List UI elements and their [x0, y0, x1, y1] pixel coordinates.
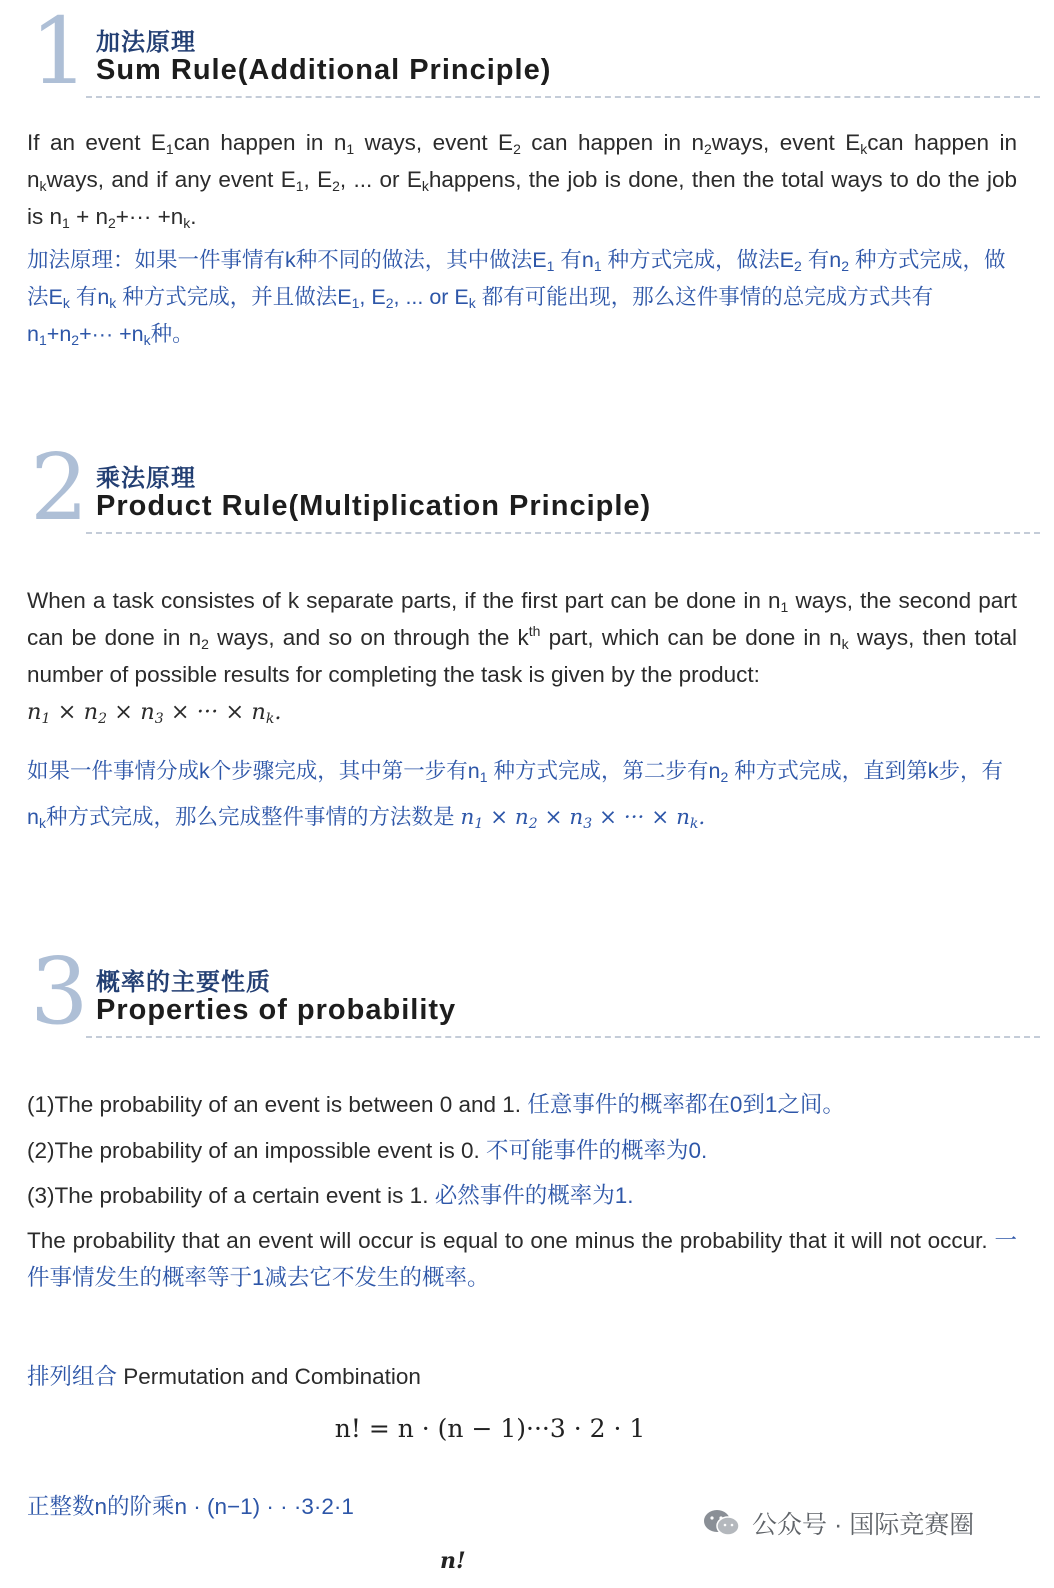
permutation-heading: 排列组合 Permutation and Combination — [27, 1364, 421, 1389]
factorial-definition: 正整数n的阶乘n · (n−1) · · ·3·2·1 — [27, 1494, 354, 1519]
section-3-divider — [86, 1036, 1040, 1038]
watermark-text: 公众号 · 国际竞赛圈 — [752, 1511, 975, 1539]
section-2-title-en: Product Rule(Multiplication Principle) — [96, 490, 652, 522]
section-2-header — [30, 434, 1040, 546]
product-formula-cn: $n_1 \times n_2 \times n_3$ × ··· × $n_k$. — [460, 805, 706, 832]
section-1-number: 1 — [30, 0, 89, 105]
watermark — [702, 1505, 974, 1541]
product-formula-en: $n_1 \times n_2 \times n_3$ × ··· × $n_k$. — [27, 699, 282, 727]
factorial-formula: n! = n · (n − 1)···3 · 2 · 1 — [334, 1414, 646, 1443]
section-3-header — [30, 938, 1040, 1050]
section-1-title-cn: 加法原理 — [96, 29, 196, 56]
section-1-divider — [86, 96, 1040, 98]
probability-property-1: (1)The probability of an event is between 0 and 1. 任意事件的概率都在0到1之间。 — [27, 1092, 845, 1117]
section-1-header — [30, 0, 1040, 110]
section-2-number: 2 — [30, 434, 89, 541]
section-2-title-cn: 乘法原理 — [96, 465, 196, 492]
probability-complement: The probability that an event will occur is equal to one minus the probability that it will not occur. 一件事情发生的概率等于1减去它不发生的概率。 — [27, 1228, 1017, 1290]
wechat-icon — [702, 1508, 742, 1538]
sum-rule-en: If an event $E_1can$ happen in $n_1$ ways, event $E_2$ can happen in $n_2ways$, event $E_kcan$ happen in $n_kways$, and if any event $E_1$, $E_2$, ... or $E_khappens$, the job is done, then the total ways to do the job is $n_1 + n_2+\cdot\cdot\cdot +n_k$. — [27, 130, 1018, 231]
product-rule-cn: 如果一件事情分成k个步骤完成，其中第一步有$n_1$ 种方式完成，第二步有$n_2$ 种方式完成，直到第k步，有$n_k$种方式完成，那么完成整件事情的方法数是 $n_1 \times n_2 \times n_3$ × ··· × $n_k$. — [27, 759, 1003, 832]
sum-rule-cn: 加法原理：如果一件事情有k种不同的做法，其中做法$E_1$ 有$n_1$ 种方式完成，做法$E_2$ 有$n_2$ 种方式完成，做法$E_k$ 有$n_k$ 种方式完成，并且做法$E_1$, $E_2$, ... or $E_k$ 都有可能出现，那么这件事情的总完成方式共有$n_1+n_2+\cdot\cdot\cdot +n_k$种。 — [27, 248, 1006, 348]
next-formula-numerator: n! — [440, 1548, 466, 1574]
probability-property-3: (3)The probability of a certain event is 1. 必然事件的概率为1. — [27, 1183, 634, 1208]
section-3-title-cn: 概率的主要性质 — [96, 969, 271, 996]
section-3-title-en: Properties of probability — [96, 994, 457, 1026]
section-1-title-en: Sum Rule(Additional Principle) — [96, 54, 552, 86]
section-3-number: 3 — [30, 938, 89, 1045]
product-rule-en: When a task consistes of k separate parts, if the first part can be done in $n_1$ ways, the second part can be done in $n_2$ ways, and so on through the $k^{th}$ part, which can be done in $n_k$ ways, then total number of possible results for completing the task is given by the product: $n_1 \times n_2 \times n_3$ × ··· × $n_k$. — [27, 588, 1018, 727]
probability-property-2: (2)The probability of an impossible event is 0. 不可能事件的概率为0. — [27, 1138, 708, 1163]
section-2-divider — [86, 532, 1040, 534]
